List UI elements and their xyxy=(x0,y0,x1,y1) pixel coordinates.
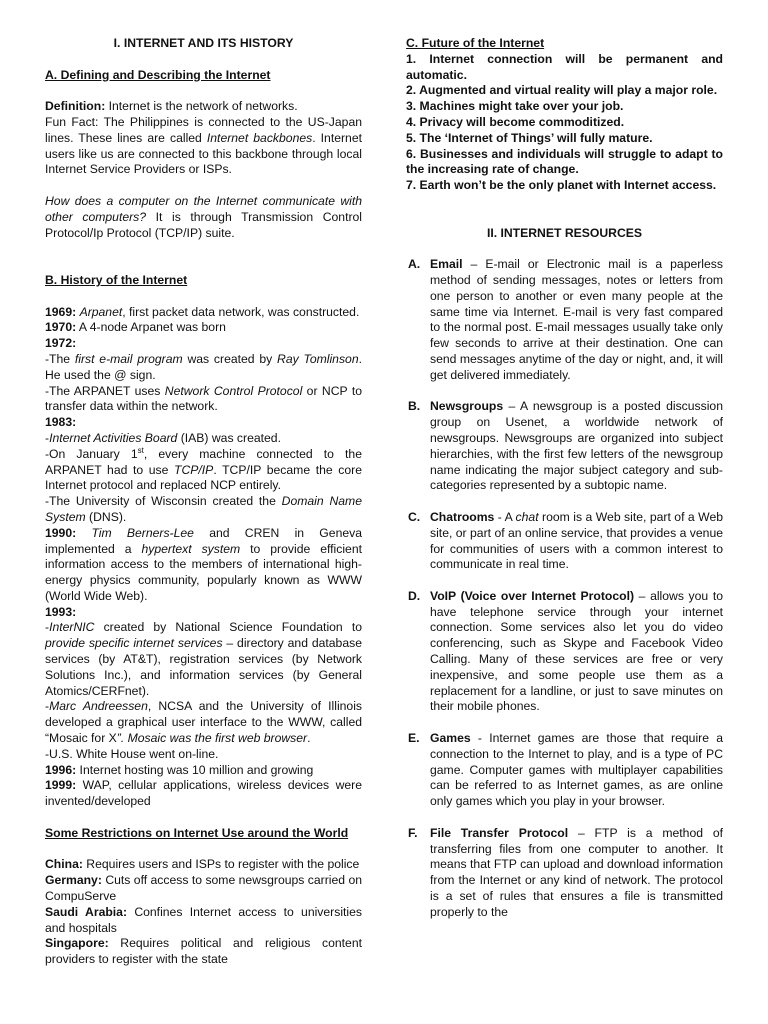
tcpip-question-paragraph: How does a computer on the Internet communicate with other computers? It is through Transmission Control Protocol/Ip Protocol (TCP/IP) suite. xyxy=(45,193,362,240)
future-item: 4. Privacy will become commoditized. xyxy=(406,114,625,129)
resource-newsgroups: B. Newsgroups – A newsgroup is a posted discussion group on Usenet, a worldwide network of newsgroups. Newsgroups are organized into subject hierarchies, with the first few letters of the newsgroup name indicating the major subject category and sub-categories represented by a subtopic name. xyxy=(408,399,723,493)
restriction-saudi-arabia: Saudi Arabia: Confines Internet access to universities and hospitals xyxy=(45,904,363,935)
history-1993-internic: -InterNIC created by National Science Foundation to provide specific internet services – directory and database services (by AT&T), registration services (by Network Solutions Inc.), and information services (by General Atomics/CERFnet). xyxy=(45,620,362,698)
restriction-germany: Germany: Cuts off access to some newsgroups carried on CompuServe xyxy=(45,873,362,904)
resource-chatrooms: C. Chatrooms - A chat room is a Web site, part of a Web site, or part of an online service, that provides a venue for communities of users with a common interest to communicate in real time. xyxy=(408,509,723,572)
heading-future-internet: C. Future of the Internet xyxy=(406,36,545,50)
heading-restrictions: Some Restrictions on Internet Use around the World xyxy=(45,825,349,840)
section-title-internet-resources: II. INTERNET RESOURCES xyxy=(486,225,643,240)
history-1999: 1999: WAP, cellular applications, wireless devices were invented/developed xyxy=(45,778,362,809)
heading-history-internet: B. History of the Internet xyxy=(45,272,188,287)
history-1993-whitehouse: -U.S. White House went on-line. xyxy=(45,746,219,761)
future-item: 3. Machines might take over your job. xyxy=(406,99,624,114)
history-1990: 1990: Tim Berners-Lee and CREN in Geneva implemented a hypertext system to provide efficient information access to the members of international high-energy physics community, popularly known as WWW (World Wide Web). xyxy=(45,525,362,603)
history-1993-mosaic: -Marc Andreessen, NCSA and the University of Illinois developed a graphical user interface to the WWW, called “Mosaic for X”. Mosaic was the first web browser. xyxy=(45,699,363,746)
history-1993-label: 1993: xyxy=(45,604,77,619)
history-1972-label: 1972: xyxy=(45,336,77,351)
future-item: 7. Earth won’t be the only planet with Internet access. xyxy=(406,178,717,193)
resource-games: E. Games - Internet games are those that require a connection to the Internet to play, and is a type of PC game. Computer games with multiplayer capabilities can be referred to as Internet games, as are online only games which you play in your browser. xyxy=(408,731,723,809)
future-item: 1. Internet connection will be permanent and automatic. xyxy=(406,51,723,82)
future-item: 2. Augmented and virtual reality will play a major role. xyxy=(406,83,718,98)
history-1969: 1969: Arpanet, first packet data network, was constructed. xyxy=(45,304,360,319)
heading-defining-internet: A. Defining and Describing the Internet xyxy=(45,67,271,82)
history-1970: 1970: A 4-node Arpanet was born xyxy=(45,320,226,335)
future-item: 5. The ‘Internet of Things’ will fully mature. xyxy=(406,130,653,145)
history-1983-label: 1983: xyxy=(45,415,77,430)
right-column xyxy=(406,36,723,921)
definition-paragraph: Definition: Internet is the network of networks. xyxy=(45,99,298,114)
fun-fact-paragraph: Fun Fact: The Philippines is connected to the US-Japan lines. These lines are called Internet backbones. Internet users like us are connected to this backbone through local Internet Service Providers or ISPs. xyxy=(45,114,363,177)
history-1996: 1996: Internet hosting was 10 million and growing xyxy=(45,762,314,777)
resource-voip: D. VoIP (Voice over Internet Protocol) – allows you to have telephone service through your internet connection. Some services also let you do video conferencing, such as Skype and Facebook Video Calling. Many of these services are free or very inexpensive, and some people use them as a replacement for a landline, or just to save minutes on their mobile phones. xyxy=(408,588,723,714)
resource-ftp: F. File Transfer Protocol – FTP is a method of transferring files from one computer to another. It means that FTP can upload and download information from the Internet or any kind of network. The protocol is a set of rules that ensures a file is transmitted properly to the xyxy=(408,825,723,919)
resource-email: A. Email – E-mail or Electronic mail is a paperless method of sending messages, notes or letters from one person to another or even many people at the same time via Internet. E-mail is very fast compared to the normal post. E-mail messages usually take only few seconds to arrive at their destination. One can send messages anytime of the day or night, and, it will get delivered immediately. xyxy=(408,257,723,382)
restriction-china: China: Requires users and ISPs to register with the police xyxy=(45,857,360,872)
history-1983-dns: -The University of Wisconsin created the Domain Name System (DNS). xyxy=(45,494,362,524)
history-1972-ncp: -The ARPANET uses Network Control Protocol or NCP to transfer data within the network. xyxy=(45,383,362,414)
restriction-singapore: Singapore: Requires political and religious content providers to register with the state xyxy=(45,936,362,967)
history-1983-iab: -Internet Activities Board (IAB) was created. xyxy=(45,430,281,445)
section-title-internet-history: I. INTERNET AND ITS HISTORY xyxy=(113,36,294,50)
future-item: 6. Businesses and individuals will struggle to adapt to the increasing rate of change. xyxy=(406,146,723,177)
left-column xyxy=(45,36,362,968)
history-1983-tcpip: -On January 1st, every machine connected to the ARPANET had to use TCP/IP. TCP/IP became the core Internet protocol and replaced NCP entirely. xyxy=(45,445,362,493)
history-1972-email: -The first e-mail program was created by Ray Tomlinson. He used the @ sign. xyxy=(45,351,362,382)
